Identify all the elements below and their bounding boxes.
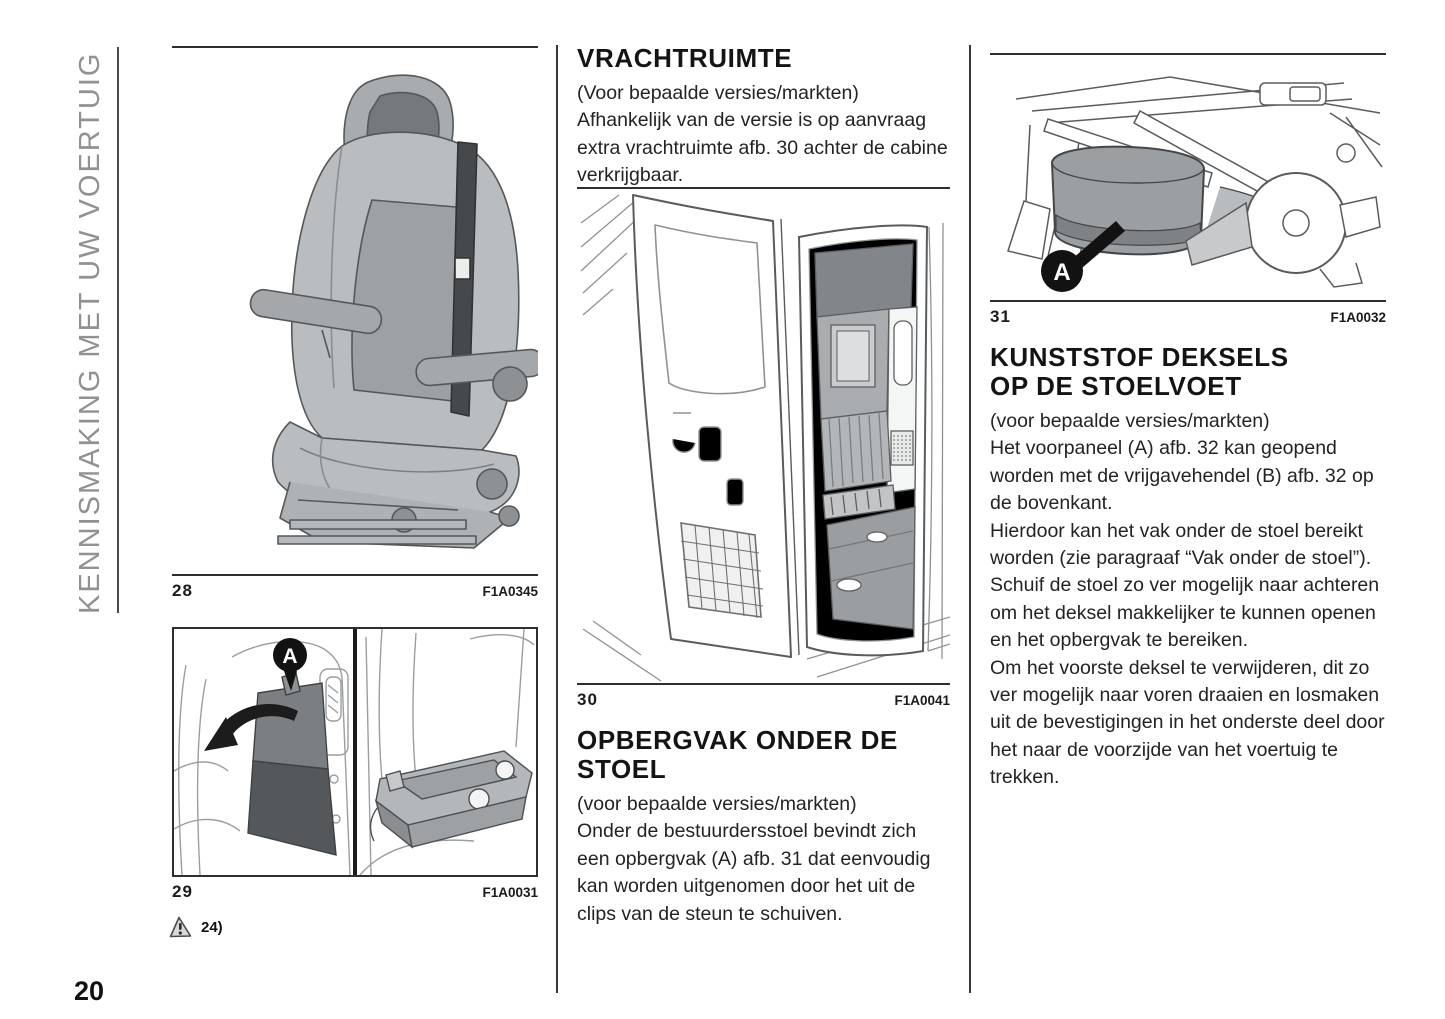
figure-code: F1A0032 (1330, 310, 1386, 325)
paragraph: Om het voorste deksel te verwijderen, dit zo ver mogelijk naar voren draaien en losmaken uit de bevestigingen in het onderste deel door het naar de voorzijde van het voertuig te trekken. (990, 656, 1385, 789)
figure-number: 29 (172, 882, 193, 901)
fold-panel (248, 673, 336, 855)
paragraph: (Voor bepaalde versies/markten) (577, 82, 859, 104)
cargo-interior (815, 244, 917, 629)
cargo-floor (827, 507, 915, 629)
section-opbergvak (577, 726, 951, 928)
seat-illustration (172, 48, 538, 574)
paragraph: Hierdoor kan het vak onder de stoel bereikt worden (zie paragraaf “Vak onder de stoel”). (990, 519, 1372, 570)
figure-29-art (172, 627, 538, 877)
figure-number: 31 (990, 307, 1011, 326)
page-number: 20 (74, 976, 105, 1006)
sidebar-rule (117, 47, 119, 613)
figure-29-caption (172, 877, 538, 902)
section-title: STOEL (577, 754, 667, 784)
section-kunststof (990, 343, 1388, 792)
figure-31-caption (990, 302, 1386, 327)
section-title: OP DE STOELVOET (990, 371, 1242, 401)
paragraph: Onder de bestuurdersstoel bevindt zich een opbergvak (A) afb. 31 dat eenvoudig kan worden uitgenomen door het uit de clips van de steun te schuiven. (577, 820, 931, 925)
figure-28-art (172, 46, 538, 576)
section-title: OPBERGVAK ONDER DE (577, 725, 898, 755)
figure-28-caption (172, 576, 538, 601)
figure-31-art (990, 53, 1386, 302)
figure-30-art (577, 187, 950, 685)
cargo-illustration (577, 189, 950, 683)
paragraph: Het voorpaneel (A) afb. 32 kan geopend worden met de vrijgavehendel (B) afb. 32 op de bovenkant. (990, 437, 1374, 515)
figure-number: 30 (577, 690, 598, 709)
warning-note (167, 915, 223, 939)
vent-grille (891, 431, 913, 465)
seatback-illustration (174, 629, 536, 875)
backrest (292, 132, 519, 450)
inner-door-window (894, 321, 912, 385)
door-window (655, 225, 765, 394)
paragraph: (voor bepaalde versies/markten) (990, 410, 1270, 432)
figure-code: F1A0041 (894, 693, 950, 708)
column-separator-right (969, 45, 971, 993)
column-separator-left (556, 45, 558, 993)
warning-triangle-icon (167, 915, 193, 939)
paragraph: Schuif de stoel zo ver mogelijk naar achteren om het deksel makkelijker te kunnen openen en het opbergvak te bereiken. (990, 574, 1380, 652)
chapter-sidebar-label: KENNISMAKING MET UW VOERTUIG (74, 51, 106, 614)
figure-28-seat (172, 46, 538, 601)
front-leg (1008, 201, 1050, 259)
callout-a-letter: A (282, 645, 298, 668)
section-vrachtruimte (577, 44, 951, 190)
figure-30-caption (577, 685, 950, 710)
figure-29-seatback-table (172, 627, 538, 902)
section-title: KUNSTSTOF DEKSELS (990, 342, 1289, 372)
mesh-pocket (681, 523, 763, 618)
ceiling (815, 244, 913, 317)
underseat-illustration (990, 55, 1386, 300)
figure-number: 28 (172, 581, 193, 600)
callout-a-badge (273, 638, 307, 691)
folded-table (371, 751, 532, 847)
paragraph: Afhankelijk van de versie is op aanvraag extra vrachtruimte afb. 30 achter de cabine verkrijgbaar. (577, 109, 948, 187)
callout-a-letter: A (1053, 259, 1071, 286)
seat-drum (1186, 173, 1380, 287)
paragraph: (voor bepaalde versies/markten) (577, 793, 857, 815)
cup-holder (496, 761, 514, 779)
panel-divider (353, 629, 357, 875)
warning-ref: 24) (201, 918, 223, 936)
figure-code: F1A0031 (482, 885, 538, 900)
figure-30-cargo-area (577, 187, 950, 710)
section-title: VRACHTRUIMTE (577, 43, 793, 73)
figure-31-underseat-tray (990, 53, 1386, 327)
figure-code: F1A0345 (482, 584, 538, 599)
